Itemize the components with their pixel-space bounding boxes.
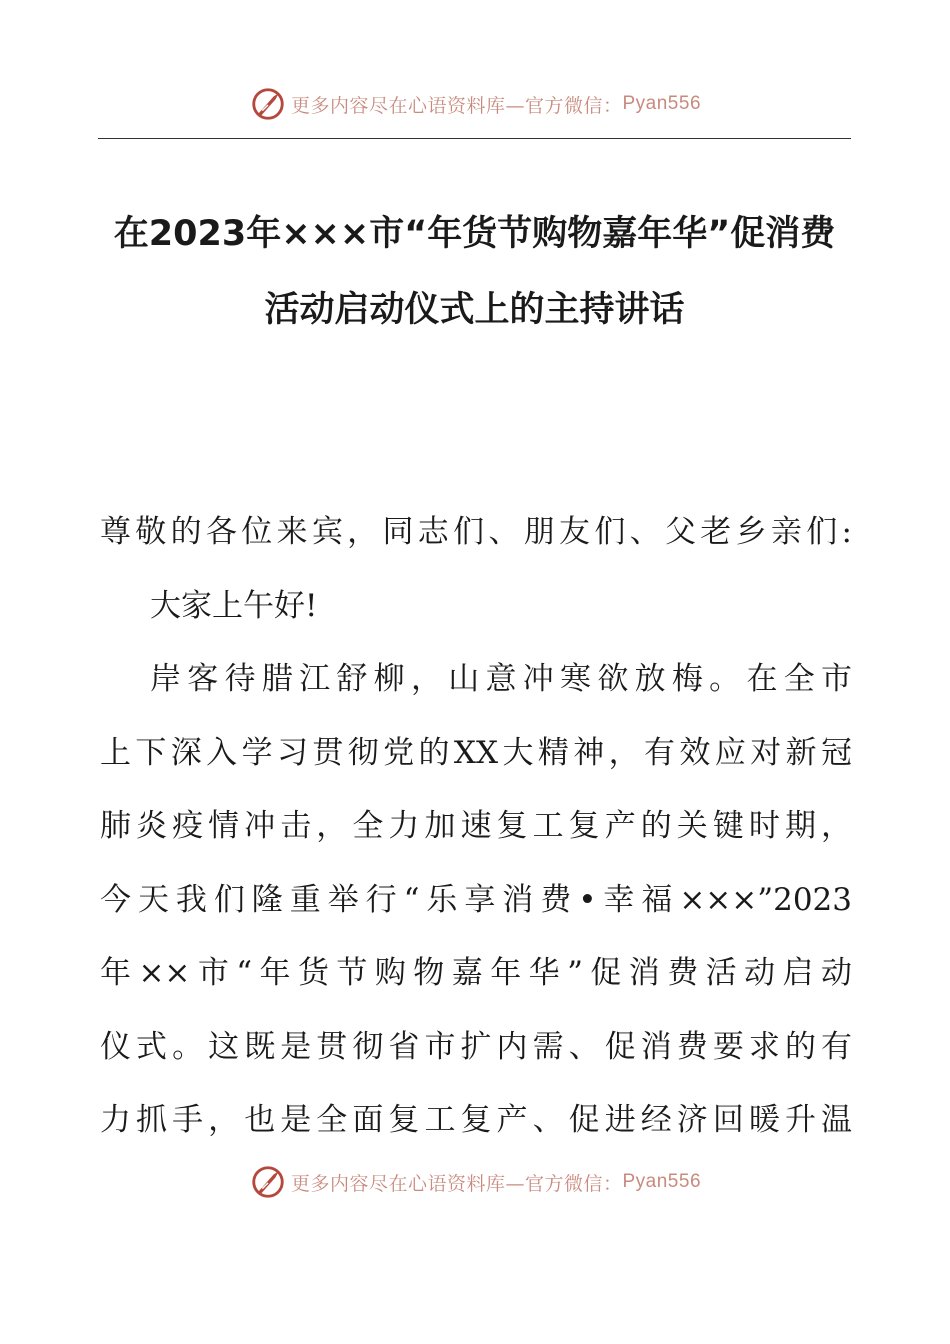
watermark-text: 更多内容尽在心语资料库—官方微信： [290,94,623,117]
title-line: 在2023年×××市“年货节购物嘉年华”促消费 [113,214,836,254]
title-line: 活动启动仪式上的主持讲话 [264,290,685,330]
paragraph-line: 仪式。这既是贯彻省市扩内需、促消费要求的有 [100,1028,852,1065]
paragraph-line: 年××市“年货节购物嘉年华”促消费活动启动 [100,955,852,991]
watermark-wechat-id: Pyan556 [622,93,702,114]
paragraph-line: 今天我们隆重举行“乐享消费•幸福×××”2023 [100,881,852,918]
paragraph-line: 肺炎疫情冲击，全力加速复工复产的关键时期， [100,808,852,844]
header-watermark [0,82,950,126]
paragraph-line: 上下深入学习贯彻党的XX大精神，有效应对新冠 [100,734,852,771]
salutation: 尊敬的各位来宾，同志们、朋友们、父老乡亲们: [100,514,852,550]
paragraph-line: 岸客待腊江舒柳，山意冲寒欲放梅。在全市 [150,661,852,697]
watermark-text: 更多内容尽在心语资料库—官方微信： [290,1172,623,1195]
footer-watermark [0,1160,950,1204]
document-body [100,496,852,1158]
pen-nib-logo-icon [249,1163,287,1201]
greeting: 大家上午好! [150,587,318,624]
watermark-wechat-id: Pyan556 [622,1171,702,1192]
document-title [98,196,851,348]
header-divider [98,138,851,139]
paragraph-line: 力抓手，也是全面复工复产、促进经济回暖升温 [100,1102,852,1138]
pen-nib-logo-icon [249,85,287,123]
